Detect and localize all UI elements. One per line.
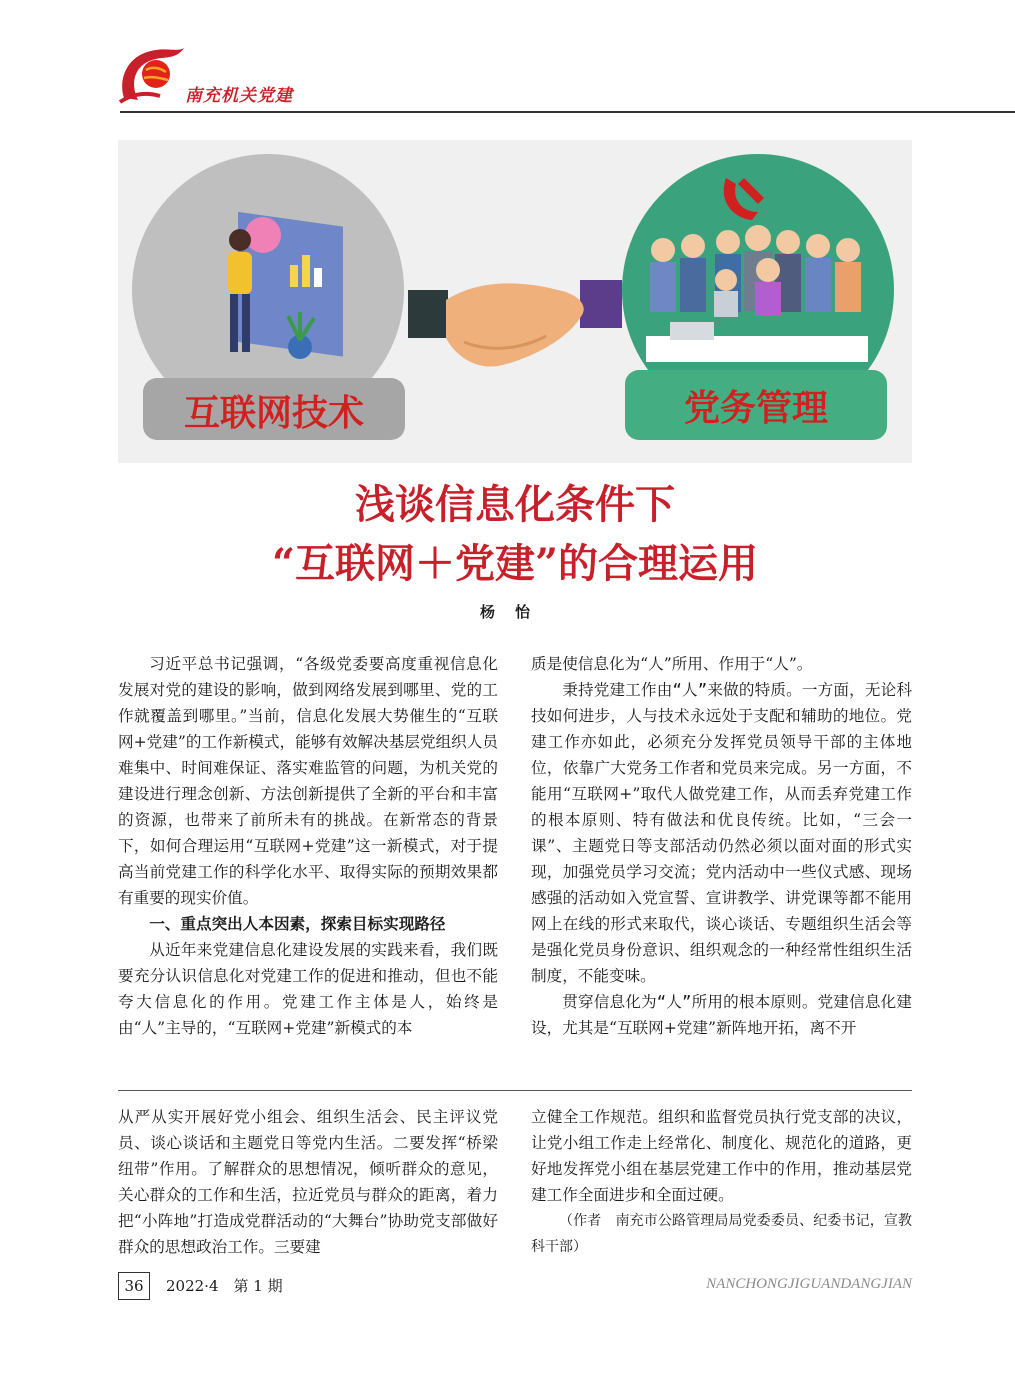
footer-journal-name: NANCHONGJIGUANDANGJIAN: [706, 1276, 912, 1292]
header-divider: [120, 111, 1015, 113]
paragraph-body: 党建信息化建设，尤其是“互联网+党建”新阵地开拓，离不开: [531, 993, 912, 1037]
issue-info: 2022·4 第 1 期: [166, 1277, 283, 1295]
ribbon-globe-logo-icon: [116, 40, 186, 110]
author-note: （作者 南充市公路管理局局党委委员、纪委书记，宣教科干部）: [531, 1213, 912, 1255]
right-label: 党务管理: [683, 388, 829, 429]
paragraph-lead: 贯穿信息化为“人”所用的根本原则。: [562, 993, 818, 1011]
paragraph: [531, 989, 912, 1041]
paragraph: 质是使信息化为“人”所用、作用于“人”。: [531, 655, 813, 673]
right-column-bottom: [531, 1104, 912, 1260]
page-number: 36: [118, 1272, 150, 1300]
journal-title: 南充机关党建: [185, 86, 293, 106]
left-label: 互联网技术: [183, 393, 365, 434]
hero-illustration: [118, 140, 912, 463]
paragraph: 习近平总书记强调，“各级党委要高度重视信息化发展对党的建设的影响，做到网络发展到哪里、党的工作就覆盖到哪里。”当前，信息化发展大势催生的“互联网+党建”的工作新模式，能够有效解决基层党组织人员难集中、时间难保证、落实难监管的问题，为机关党的建设进行理念创新、方法创新提供了全新的平台和丰富的资源，也带来了前所未有的挑战。在新常态的背景下，如何合理运用“互联网+党建”这一新模式，对于提高当前党建工作的科学化水平、取得实际的预期效果都有重要的现实价值。: [118, 655, 498, 907]
paragraph: 从近年来党建信息化建设发展的实践来看，我们既要充分认识信息化对党建工作的促进和推动，但也不能夸大信息化的作用。党建工作主体是人，始终是由“人”主导的，“互联网+党建”新模式的本: [118, 941, 498, 1037]
left-column-bottom: [118, 1104, 498, 1260]
paragraph-lead: 秉持党建工作由“人”来做的特质。: [562, 681, 802, 699]
paragraph: 立健全工作规范。组织和监督党员执行党支部的决议，让党小组工作走上经常化、制度化、规范化的道路，更好地发挥党小组在基层党建工作中的作用，推动基层党建工作全面进步和全面过硬。: [531, 1108, 912, 1204]
article-title-line1: 浅谈信息化条件下: [355, 481, 675, 528]
paragraph: 从严从实开展好党小组会、组织生活会、民主评议党员、谈心谈话和主题党日等党内生活。二要发挥“桥梁纽带”作用。了解群众的思想情况，倾听群众的意见，关心群众的工作和生活，拉近党员与群众的距离，着力把“小阵地”打造成党群活动的“大舞台”协助党支部做好群众的思想政治工作。三要建: [118, 1108, 498, 1256]
paragraph-body: 一方面，无论科技如何进步，人与技术永远处于支配和辅助的地位。党建工作亦如此，必须充分发挥党员领导干部的主体地位，依靠广大党务工作者和党员来完成。另一方面，不能用“互联网+”取代人做党建工作，从而丢弃党建工作的根本原则、特有做法和优良传统。比如，“三会一课”、主题党日等支部活动仍然必须以面对面的形式实现，加强党员学习交流；党内活动中一些仪式感、现场感强的活动如入党宣誓、宣讲教学、讲党课等都不能用网上在线的形式来取代，谈心谈话、专题组织生活会等是强化党员身份意识、组织观念的一种经常性组织生活制度，不能变味。: [531, 681, 912, 985]
article-title-line2: “互联网＋党建”的合理运用: [271, 540, 758, 587]
section-heading: 一、重点突出人本因素，探索目标实现路径: [149, 915, 446, 933]
left-column-top: [118, 651, 498, 1041]
author-byline: 杨怡: [479, 603, 550, 621]
paragraph: [531, 677, 912, 989]
section-divider: [118, 1090, 912, 1091]
right-column-top: [531, 651, 912, 1041]
